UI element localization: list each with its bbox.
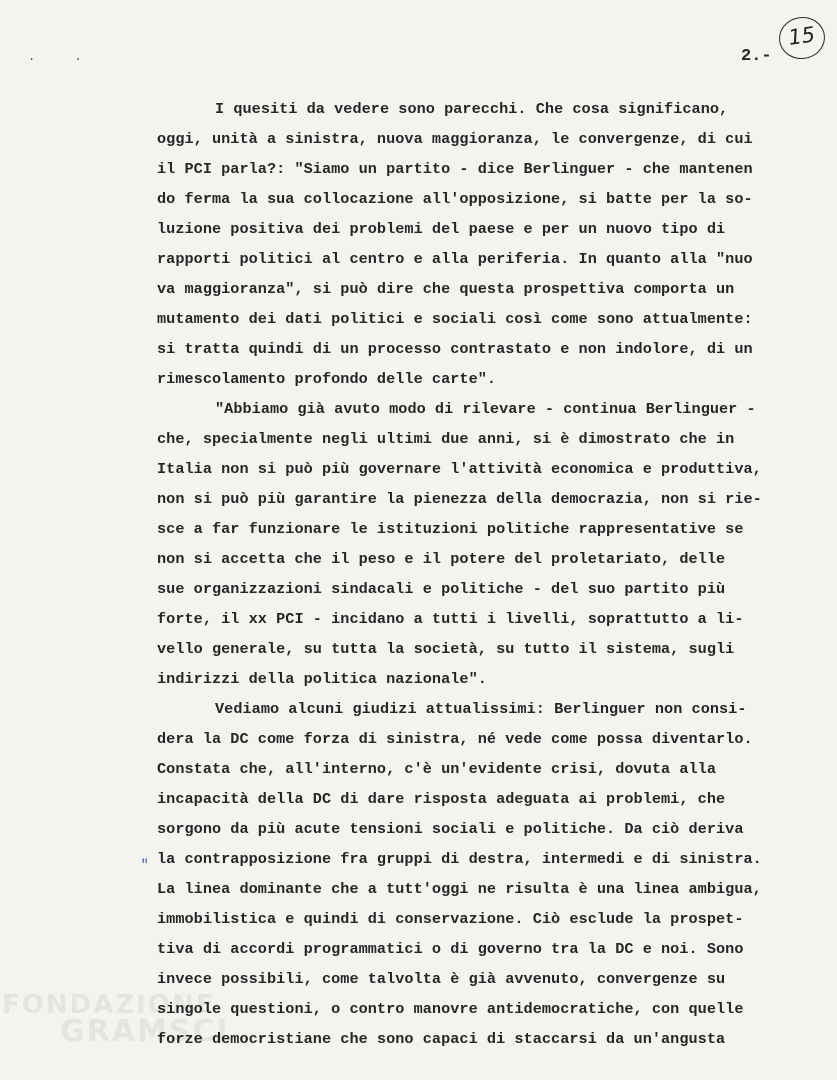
text-line: sce a far funzionare le istituzioni politiche rappresentative se xyxy=(157,520,744,538)
text-line: che, specialmente negli ultimi due anni, si è dimostrato che in xyxy=(157,430,735,448)
edge-marks: . . xyxy=(28,50,98,64)
watermark-line: FONDAZIONE xyxy=(2,990,216,1020)
text-line: il PCI parla?: "Siamo un partito - dice Berlinguer - che mantenen xyxy=(157,160,753,178)
text-line: Constata che, all'interno, c'è un'evidente crisi, dovuta alla xyxy=(157,760,717,778)
text-line: va maggioranza", si può dire che questa prospettiva comporta un xyxy=(157,280,735,298)
text-line: vello generale, su tutta la società, su tutto il sistema, sugli xyxy=(157,640,735,658)
text-line: I quesiti da vedere sono parecchi. Che cosa significano, xyxy=(215,100,729,118)
text-line: immobilistica e quindi di conservazione. Ciò esclude la prospet- xyxy=(157,910,744,928)
text-line: si tratta quindi di un processo contrastato e non indolore, di un xyxy=(157,340,753,358)
text-line: rimescolamento profondo delle carte". xyxy=(157,370,497,388)
text-line: rapporti politici al centro e alla periferia. In quanto alla "nuo xyxy=(157,250,753,268)
folio-number: 15 xyxy=(786,22,817,50)
text-line: La linea dominante che a tutt'oggi ne risulta è una linea ambigua, xyxy=(157,880,762,898)
text-line: non si può più garantire la pienezza della democrazia, non si rie- xyxy=(157,490,762,508)
text-line: oggi, unità a sinistra, nuova maggioranza, le convergenze, di cui xyxy=(157,130,753,148)
text-line: sorgono da più acute tensioni sociali e politiche. Da ciò deriva xyxy=(157,820,744,838)
text-line: do ferma la sua collocazione all'opposizione, si batte per la so- xyxy=(157,190,753,208)
text-line: sue organizzazioni sindacali e politiche - del suo partito più xyxy=(157,580,726,598)
text-line: invece possibili, come talvolta è già avvenuto, convergenze su xyxy=(157,970,726,988)
text-line: singole questioni, o contro manovre antidemocratiche, con quelle xyxy=(157,1000,744,1018)
text-line: non si accetta che il peso e il potere del proletariato, delle xyxy=(157,550,726,568)
watermark-line: GRAMSCI xyxy=(60,1014,230,1049)
text-line: forze democristiane che sono capaci di staccarsi da un'angusta xyxy=(157,1030,726,1048)
text-line: mutamento dei dati politici e sociali così come sono attualmente: xyxy=(157,310,753,328)
text-line: incapacità della DC di dare risposta adeguata ai problemi, che xyxy=(157,790,726,808)
text-line: Italia non si può più governare l'attività economica e produttiva, xyxy=(157,460,762,478)
margin-mark: " xyxy=(141,855,149,874)
text-line: Vediamo alcuni giudizi attualissimi: Berlinguer non consi- xyxy=(215,700,747,718)
text-line: dera la DC come forza di sinistra, né vede come possa diventarlo. xyxy=(157,730,753,748)
text-line: la contrapposizione fra gruppi di destra, intermedi e di sinistra. xyxy=(157,850,762,868)
text-line: "Abbiamo già avuto modo di rilevare - continua Berlinguer - xyxy=(215,400,756,418)
text-line: forte, il xx PCI - incidano a tutti i livelli, soprattutto a li- xyxy=(157,610,744,628)
text-line: luzione positiva dei problemi del paese e per un nuovo tipo di xyxy=(157,220,726,238)
text-line: indirizzi della politica nazionale". xyxy=(157,670,487,688)
page-number: 2.- xyxy=(741,47,772,66)
text-line: tiva di accordi programmatici o di governo tra la DC e noi. Sono xyxy=(157,940,744,958)
